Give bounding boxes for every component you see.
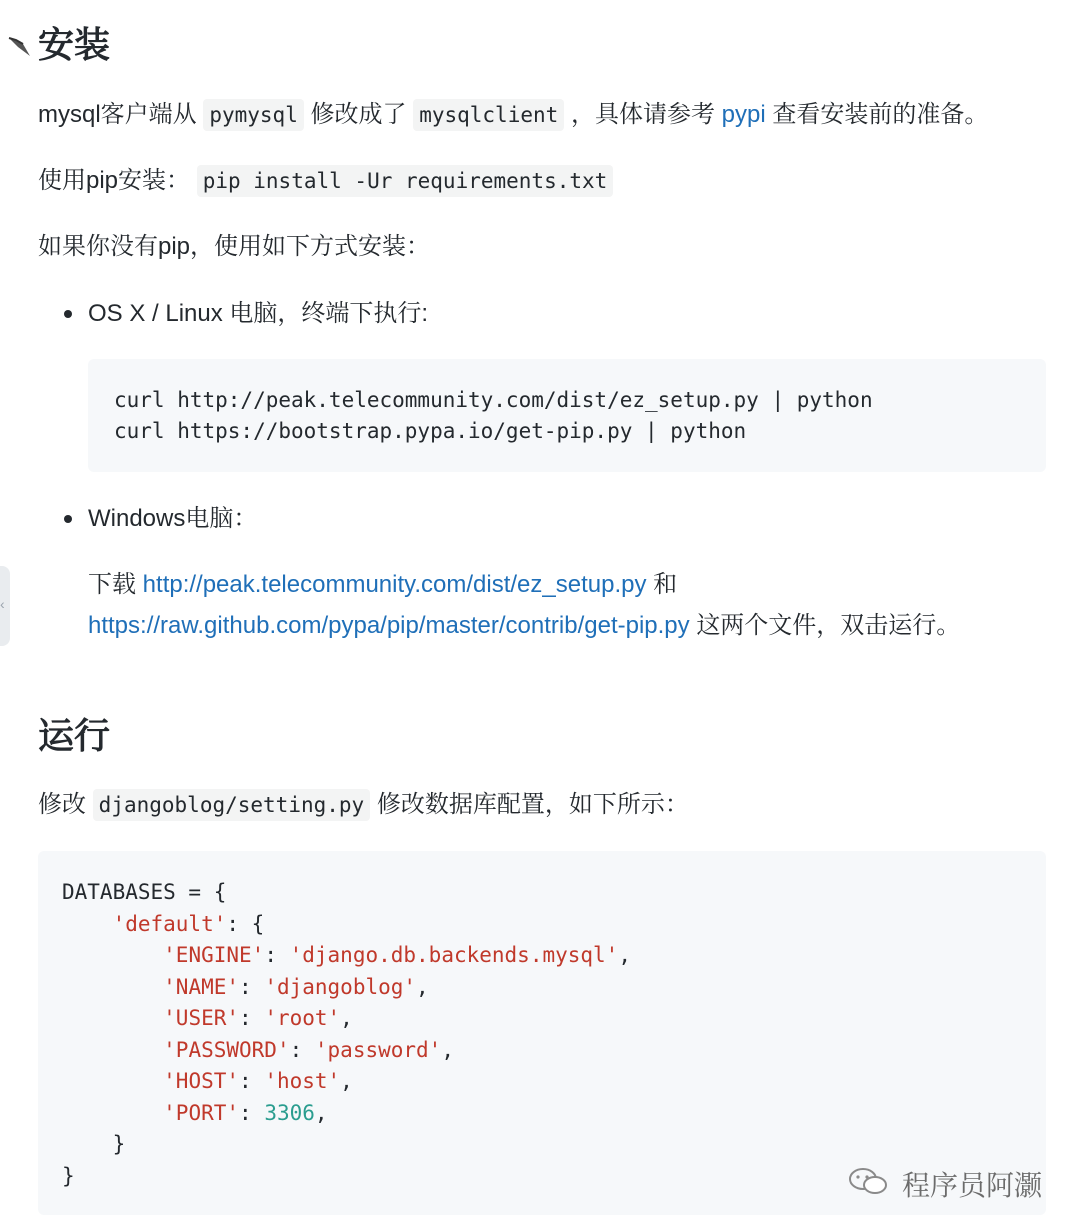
code-line: 'PASSWORD': 'password',	[163, 1037, 454, 1062]
text: 和	[653, 571, 678, 598]
download-line-1	[88, 573, 677, 597]
code-line: }	[62, 1163, 75, 1188]
inline-code-pip-install: pip install -Ur requirements.txt	[197, 165, 614, 197]
code-line: 'ENGINE': 'django.db.backends.mysql',	[163, 943, 631, 967]
inline-code-setting-py: djangoblog/setting.py	[93, 789, 371, 821]
text: 下载	[88, 571, 136, 598]
wechat-icon	[848, 1166, 888, 1203]
text: 修改成了	[310, 101, 407, 128]
inline-code-pymysql: pymysql	[203, 99, 304, 131]
watermark	[848, 1164, 1042, 1204]
text: ，具体请参考	[570, 101, 715, 128]
list-item-windows: Windows电脑：	[88, 505, 258, 532]
code-line: 'NAME': 'djangoblog',	[163, 974, 429, 999]
code-line: 'HOST': 'host',	[163, 1069, 353, 1093]
text: 查看安装前的准备。	[772, 101, 989, 128]
code-line: }	[112, 1132, 126, 1156]
bullet-dot	[64, 515, 72, 523]
text: mysql客户端从	[38, 101, 197, 128]
install-heading: 安装	[38, 24, 111, 65]
install-paragraph-1	[38, 103, 988, 127]
ez-setup-link[interactable]: http://peak.telecommunity.com/dist/ez_setup.py	[142, 571, 647, 598]
text: 这两个文件，双击运行。	[696, 612, 961, 639]
code-line: 'USER': 'root',	[163, 1006, 353, 1030]
get-pip-link[interactable]: https://raw.github.com/pypa/pip/master/contrib/get-pip.py	[88, 612, 690, 639]
code-line: curl https://bootstrap.pypa.io/get-pip.py | python	[114, 419, 747, 443]
bullet-dot	[64, 310, 72, 318]
code-line: curl http://peak.telecommunity.com/dist/ez_setup.py | python	[114, 388, 873, 412]
code-line: 'default': {	[112, 911, 265, 936]
text: 修改数据库配置，如下所示：	[376, 791, 689, 818]
watermark-text: 程序员阿灏	[901, 1170, 1042, 1201]
code-block-curl	[88, 359, 1046, 472]
install-paragraph-3: 如果你没有pip，使用如下方式安装：	[38, 233, 431, 260]
code-line: 'PORT': 3306,	[163, 1100, 328, 1125]
inline-code-mysqlclient: mysqlclient	[413, 99, 564, 131]
download-line-2	[88, 614, 960, 638]
text: 修改	[38, 791, 86, 818]
sidebar-toggle[interactable]	[0, 566, 10, 646]
run-heading: 运行	[38, 715, 111, 756]
code-line: DATABASES = {	[62, 880, 227, 904]
pypi-link[interactable]: pypi	[721, 101, 766, 128]
run-paragraph	[38, 793, 689, 817]
pin-icon[interactable]	[6, 32, 34, 60]
text: 使用pip安装：	[38, 167, 191, 194]
list-item-osx-linux: OS X / Linux 电脑，终端下执行:	[88, 300, 429, 327]
chevron-left-icon: ‹	[0, 596, 5, 612]
install-paragraph-2	[38, 169, 613, 193]
code-block-databases	[38, 851, 1046, 1215]
